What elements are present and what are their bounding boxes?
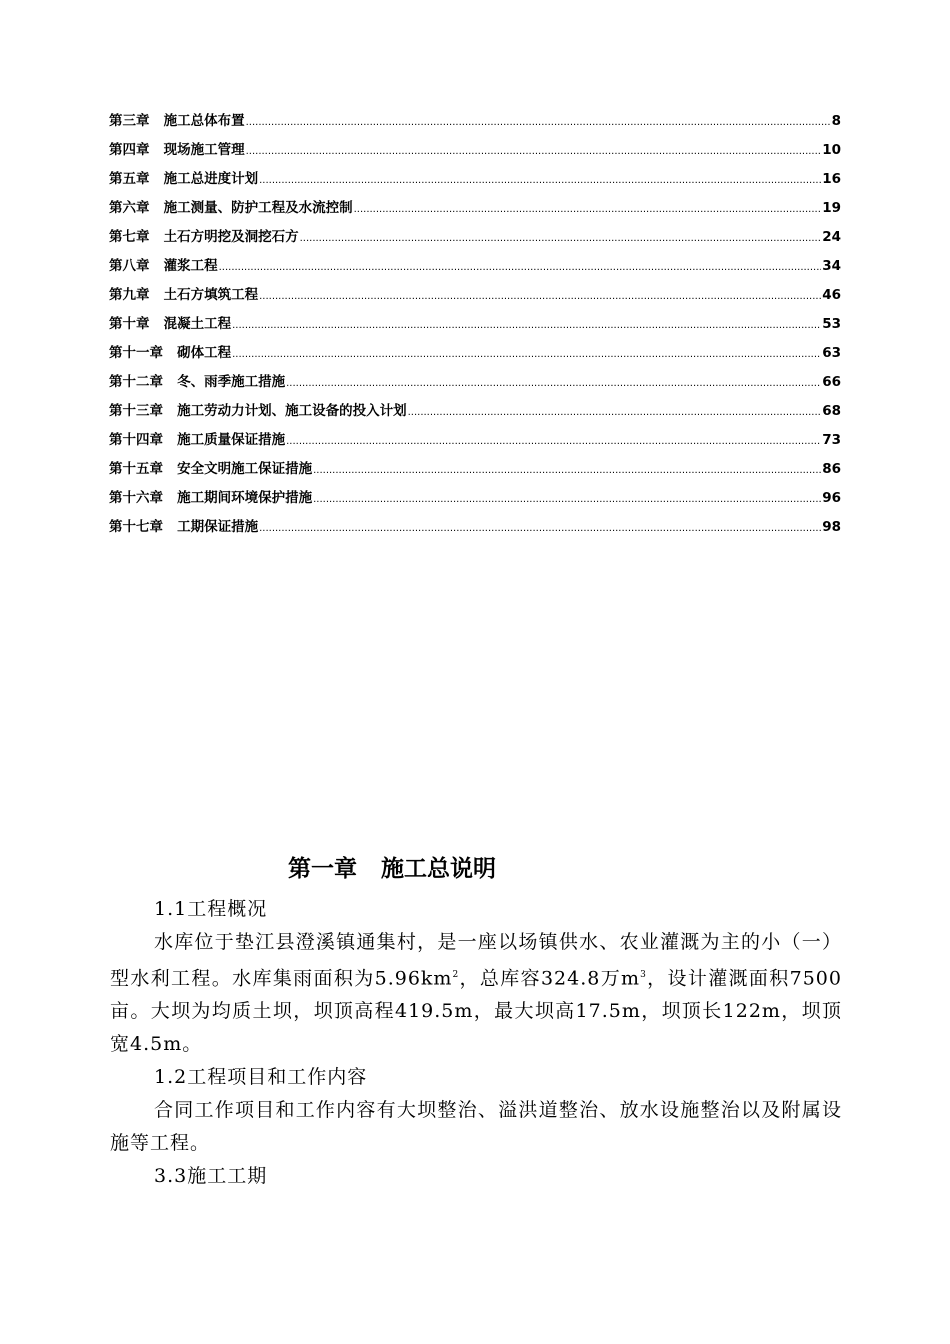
toc-dot-leader — [313, 465, 821, 476]
chapter-heading — [288, 850, 496, 883]
toc-dot-leader — [313, 494, 821, 505]
toc-page-number: 66 — [822, 374, 841, 390]
toc-chapter-title: 安全文明施工保证措施 — [177, 461, 313, 477]
toc-page-number: 34 — [822, 258, 841, 274]
toc-entry[interactable] — [109, 341, 841, 370]
toc-entry[interactable] — [109, 312, 841, 341]
toc-entry[interactable] — [109, 486, 841, 515]
toc-chapter-number: 第十三章 — [109, 403, 163, 419]
toc-page-number: 46 — [822, 287, 841, 303]
toc-chapter-number: 第八章 — [109, 258, 150, 274]
toc-chapter-title: 施工总进度计划 — [163, 171, 259, 187]
section-heading-1-1: 1.1工程概况 — [154, 898, 268, 920]
toc-dot-leader — [286, 378, 821, 389]
toc-chapter-number: 第十六章 — [109, 490, 163, 506]
toc-chapter-title: 灌浆工程 — [163, 258, 218, 274]
toc-entry[interactable] — [109, 138, 841, 167]
toc-page-number: 16 — [822, 171, 841, 187]
toc-dot-leader — [259, 291, 821, 302]
toc-entry[interactable] — [109, 399, 841, 428]
superscript-3: 3 — [640, 970, 647, 980]
superscript-2: 2 — [452, 970, 460, 980]
toc-dot-leader — [232, 320, 821, 331]
toc-chapter-title: 土石方明挖及洞挖石方 — [163, 229, 299, 245]
project-overview-paragraph — [110, 926, 842, 1061]
toc-dot-leader — [286, 436, 821, 447]
toc-chapter-title: 冬、雨季施工措施 — [177, 374, 286, 390]
toc-chapter-title: 工期保证措施 — [177, 519, 259, 535]
toc-page-number: 63 — [822, 345, 841, 361]
toc-chapter-number: 第十四章 — [109, 432, 163, 448]
toc-dot-leader — [408, 407, 822, 418]
toc-entry[interactable] — [109, 196, 841, 225]
toc-chapter-number: 第十二章 — [109, 374, 163, 390]
toc-page-number: 96 — [822, 490, 841, 506]
toc-dot-leader — [219, 262, 822, 273]
overview-text-part-2: ，总库容324.8万m — [459, 967, 641, 990]
table-of-contents — [109, 109, 841, 544]
chapter-title: 施工总说明 — [381, 856, 497, 882]
toc-dot-leader — [354, 204, 822, 215]
toc-page-number: 10 — [822, 142, 841, 158]
toc-chapter-title: 施工总体布置 — [163, 113, 245, 129]
toc-chapter-title: 施工劳动力计划、施工设备的投入计划 — [177, 403, 407, 419]
toc-dot-leader — [259, 523, 821, 534]
section-heading-1-2: 1.2工程项目和工作内容 — [154, 1066, 368, 1089]
toc-chapter-number: 第五章 — [109, 171, 150, 187]
toc-dot-leader — [232, 349, 821, 360]
toc-entry[interactable] — [109, 428, 841, 457]
toc-entry[interactable] — [109, 515, 841, 544]
toc-entry[interactable] — [109, 254, 841, 283]
toc-chapter-number: 第十章 — [109, 316, 150, 332]
toc-page-number: 98 — [822, 519, 841, 535]
overview-text-part-3: ，设计灌溉面积7500亩。大坝为均质土坝，坝顶高程419.5m，最大坝高17.5m，坝顶长122m，坝顶宽4.5m。 — [110, 967, 842, 1056]
toc-entry[interactable] — [109, 109, 841, 138]
toc-chapter-title: 现场施工管理 — [163, 142, 245, 158]
toc-dot-leader — [300, 233, 822, 244]
toc-page-number: 73 — [822, 432, 841, 448]
section-heading-3-3: 3.3施工工期 — [154, 1165, 268, 1188]
toc-chapter-number: 第十一章 — [109, 345, 163, 361]
toc-chapter-title: 土石方填筑工程 — [163, 287, 259, 303]
toc-chapter-number: 第十七章 — [109, 519, 163, 535]
toc-entry[interactable] — [109, 457, 841, 486]
work-content-paragraph: 合同工作项目和工作内容有大坝整治、溢洪道整治、放水设施整治以及附属设施等工程。 — [110, 1099, 842, 1155]
toc-page-number: 24 — [822, 229, 841, 245]
toc-chapter-title: 施工测量、防护工程及水流控制 — [163, 200, 353, 216]
toc-chapter-title: 施工质量保证措施 — [177, 432, 286, 448]
overview-text-part-1: 水库位于垫江县澄溪镇通集村，是一座以场镇供水、农业灌溉为主的小（一）型水利工程。水库集雨面积为5.96km — [110, 931, 842, 990]
toc-page-number: 19 — [822, 200, 841, 216]
toc-page-number: 86 — [822, 461, 841, 477]
chapter-number: 第一章 — [288, 856, 357, 882]
toc-page-number: 68 — [822, 403, 841, 419]
toc-entry[interactable] — [109, 167, 841, 196]
toc-entry[interactable] — [109, 225, 841, 254]
toc-entry[interactable] — [109, 283, 841, 312]
toc-chapter-number: 第七章 — [109, 229, 150, 245]
toc-chapter-title: 砌体工程 — [177, 345, 232, 361]
toc-page-number: 8 — [831, 113, 841, 129]
toc-dot-leader — [246, 146, 822, 157]
toc-page-number: 53 — [822, 316, 841, 332]
toc-dot-leader — [259, 175, 821, 186]
toc-entry[interactable] — [109, 370, 841, 399]
toc-chapter-title: 施工期间环境保护措施 — [177, 490, 313, 506]
toc-chapter-title: 混凝土工程 — [163, 316, 232, 332]
toc-chapter-number: 第四章 — [109, 142, 150, 158]
toc-chapter-number: 第十五章 — [109, 461, 163, 477]
toc-chapter-number: 第六章 — [109, 200, 150, 216]
toc-chapter-number: 第九章 — [109, 287, 150, 303]
toc-chapter-number: 第三章 — [109, 113, 150, 129]
toc-dot-leader — [246, 117, 831, 128]
chapter-body — [110, 893, 842, 1193]
